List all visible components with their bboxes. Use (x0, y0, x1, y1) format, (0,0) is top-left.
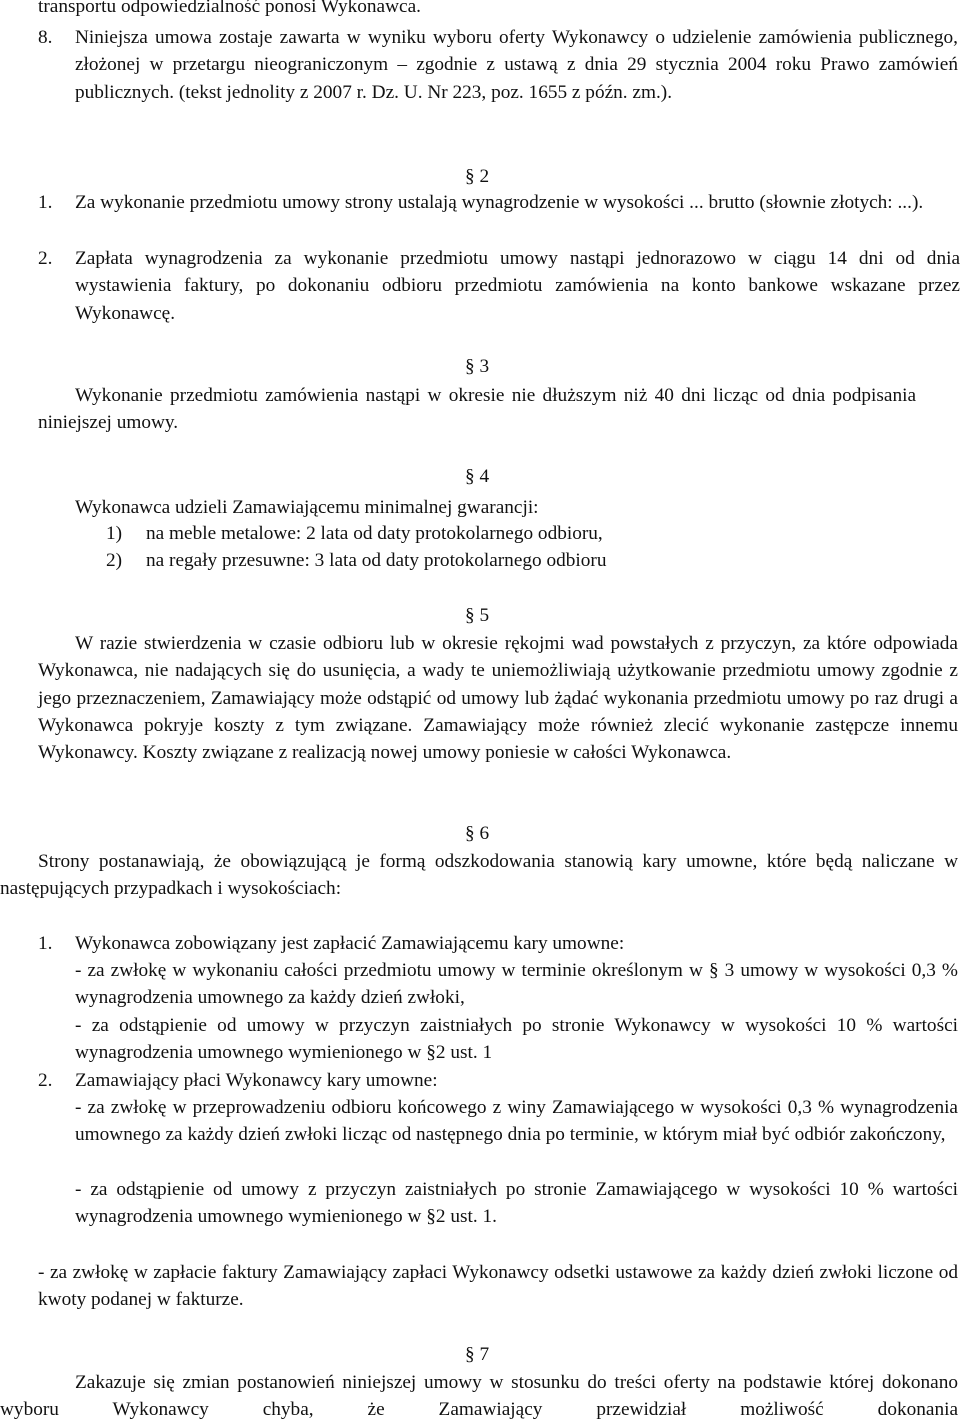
item8-number: 8. (38, 27, 53, 48)
section-4-heading: § 4 (465, 466, 490, 487)
section2-p1-number: 1. (38, 192, 53, 213)
section6-p3: - za zwłokę w zapłacie faktury Zamawiający zapłaci Wykonawcy odsetki ustawowe za każdy dzień zwłoki liczone od kwoty podanej w fakturze. (38, 1262, 958, 1311)
section4-intro: Wykonawca udzieli Zamawiającemu minimalnej gwarancji: (75, 497, 539, 518)
section6-p2-text: Zamawiający płaci Wykonawcy kary umowne: (75, 1070, 438, 1091)
section6-intro: Strony postanawiają, że obowiązującą je formą odszkodowania stanowią kary umowne, które będą naliczane w następujących przypadkach i wysokościach: (0, 851, 958, 900)
section-2-heading: § 2 (465, 166, 490, 187)
section-5-heading: § 5 (465, 605, 490, 626)
section-7-heading: § 7 (465, 1344, 490, 1365)
section4-item-2-text: na regały przesuwne: 3 lata od daty protokolarnego odbioru (146, 550, 607, 571)
section6-p2-item-a: - za zwłokę w przeprowadzeniu odbioru końcowego z winy Zamawiającego w wysokości 0,3 % wynagrodzenia umownego za każdy dzień zwłoki licząc od następnego dnia po terminie, w którym miał być odbiór zakończony, (75, 1097, 958, 1146)
section-3-heading: § 3 (465, 356, 490, 377)
section2-p2-text: Zapłata wynagrodzenia za wykonanie przedmiotu umowy nastąpi jednorazowo w ciągu 14 dni od dnia wystawienia faktury, po dokonaniu odbioru przedmiotu zamówienia na konto bankowe wskazane przez Wykonawcę. (75, 248, 960, 324)
section7-text: Zakazuje się zmian postanowień niniejszej umowy w stosunku do treści oferty na podstawie której dokonano wyboru Wykonawcy chyba, że Zamawiający przewidział możliwość dokonania (0, 1372, 958, 1421)
section4-item-1-number: 1) (106, 523, 123, 544)
top-line: transportu odpowiedzialność ponosi Wykonawca. (38, 0, 421, 17)
section4-item-2-number: 2) (106, 550, 123, 571)
section6-p2-item-b: - za odstąpienie od umowy z przyczyn zaistniałych po stronie Zamawiającego w wysokości 10 % wartości wynagrodzenia umownego wymienionego w §2 ust. 1. (75, 1179, 958, 1228)
section2-p2-number: 2. (38, 248, 53, 269)
section2-p1-text: Za wykonanie przedmiotu umowy strony ustalają wynagrodzenie w wysokości ... brutto (słownie złotych: ...). (75, 192, 924, 213)
section3-text: Wykonanie przedmiotu zamówienia nastąpi w okresie nie dłuższym niż 40 dni licząc od dnia podpisania niniejszej umowy. (38, 385, 916, 434)
section6-p1-number: 1. (38, 933, 53, 954)
section6-p1-item-b: - za odstąpienie od umowy w przyczyn zaistniałych po stronie Wykonawcy w wysokości 10 % wartości wynagrodzenia umownego wymienionego w §2 ust. 1 (75, 1015, 958, 1064)
section6-p1-item-a: - za zwłokę w wykonaniu całości przedmiotu umowy w terminie określonym w § 3 umowy w wysokości 0,3 % wynagrodzenia umownego za każdy dzień zwłoki, (75, 960, 958, 1009)
item8-text: Niniejsza umowa zostaje zawarta w wyniku wyboru oferty Wykonawcy o udzielenie zamówienia publicznego, złożonej w przetargu nieograniczonym – zgodnie z ustawą z dnia 29 stycznia 2004 roku Prawo zamówień publicznych. (tekst jednolity z 2007 r. Dz. U. Nr 223, poz. 1655 z późn. zm.). (75, 27, 958, 103)
section-6-heading: § 6 (465, 823, 490, 844)
section5-text: W razie stwierdzenia w czasie odbioru lub w okresie rękojmi wad powstałych z przyczyn, za które odpowiada Wykonawca, nie nadających się do usunięcia, a wady te uniemożliwiają użytkowanie przedmiotu umowy zgodnie z jego przeznaczeniem, Zamawiający może odstąpić od umowy lub żądać wykonania przedmiotu umowy po raz drugi a Wykonawca pokryje koszty z tym związane. Zamawiający może również zlecić wykonanie zastępcze innemu Wykonawcy. Koszty związane z realizacją nowej umowy poniesie w całości Wykonawca. (38, 633, 958, 764)
section4-item-1-text: na meble metalowe: 2 lata od daty protokolarnego odbioru, (146, 523, 603, 544)
section6-p2-number: 2. (38, 1070, 53, 1091)
section6-p1-text: Wykonawca zobowiązany jest zapłacić Zamawiającemu kary umowne: (75, 933, 625, 954)
